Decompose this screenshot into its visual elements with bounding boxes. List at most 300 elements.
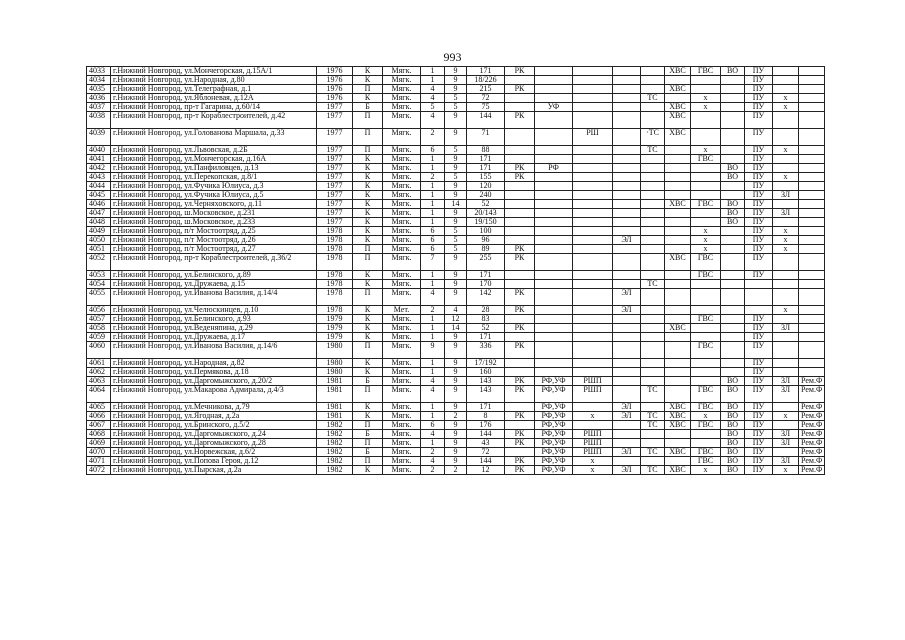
table-cell: ПУ: [745, 182, 773, 191]
table-cell: 1: [421, 200, 445, 209]
table-cell: 1979: [317, 324, 353, 333]
row-number-cell: 4035: [87, 85, 111, 94]
table-cell: Мягк.: [383, 439, 421, 448]
table-cell: 1979: [317, 333, 353, 342]
table-cell: П: [353, 112, 383, 129]
table-cell: [799, 342, 825, 359]
table-cell: РК: [505, 377, 535, 386]
table-cell: 1978: [317, 306, 353, 315]
table-cell: [505, 209, 535, 218]
table-cell: К: [353, 403, 383, 412]
table-cell: 144: [467, 112, 505, 129]
table-cell: [641, 254, 665, 271]
table-cell: [641, 227, 665, 236]
table-cell: [641, 200, 665, 209]
table-cell: [505, 403, 535, 412]
table-cell: 1982: [317, 439, 353, 448]
table-row: [87, 146, 825, 155]
table-cell: 1980: [317, 359, 353, 368]
table-cell: 1: [421, 333, 445, 342]
table-cell: 1982: [317, 421, 353, 430]
table-cell: РШ: [573, 129, 613, 146]
table-cell: 2: [421, 306, 445, 315]
table-cell: [573, 191, 613, 200]
table-cell: [641, 306, 665, 315]
table-cell: 9: [445, 112, 467, 129]
table-cell: Мягк.: [383, 209, 421, 218]
table-cell: [799, 280, 825, 289]
table-cell: ПУ: [745, 368, 773, 377]
table-cell: [641, 315, 665, 324]
table-cell: ПУ: [745, 245, 773, 254]
address-cell: г.Нижний Новгород, ул.Пырская, д.2а: [111, 466, 317, 475]
table-cell: 5: [445, 227, 467, 236]
table-cell: 43: [467, 439, 505, 448]
address-cell: г.Нижний Новгород, ул.Белинского, д.93: [111, 315, 317, 324]
table-cell: РФ: [535, 164, 573, 173]
table-cell: Мягк.: [383, 280, 421, 289]
table-cell: Рем.Ф: [799, 448, 825, 457]
table-cell: [573, 236, 613, 245]
table-cell: К: [353, 280, 383, 289]
table-cell: [799, 94, 825, 103]
table-cell: Мягк.: [383, 103, 421, 112]
address-cell: г.Нижний Новгород, ул.Попова Героя, д.12: [111, 457, 317, 466]
table-cell: [665, 191, 691, 200]
address-cell: г.Нижний Новгород, ул.Фучика Юлиуса, д.3: [111, 182, 317, 191]
table-cell: 72: [467, 448, 505, 457]
table-cell: РК: [505, 466, 535, 475]
table-cell: [613, 254, 641, 271]
table-cell: [505, 218, 535, 227]
table-cell: [613, 103, 641, 112]
address-cell: г.Нижний Новгород, ул.Мончегорская, д.16А: [111, 155, 317, 164]
table-cell: РК: [505, 245, 535, 254]
table-cell: 9: [445, 448, 467, 457]
table-cell: 1978: [317, 227, 353, 236]
table-cell: [613, 164, 641, 173]
table-cell: 6: [421, 245, 445, 254]
table-cell: ПУ: [745, 342, 773, 359]
table-row: [87, 315, 825, 324]
table-cell: 6: [421, 421, 445, 430]
table-cell: [799, 227, 825, 236]
table-cell: [573, 403, 613, 412]
table-cell: [665, 457, 691, 466]
table-cell: Мягк.: [383, 368, 421, 377]
address-cell: г.Нижний Новгород, ул.Даргомыжского, д.20/2: [111, 377, 317, 386]
table-cell: 1977: [317, 200, 353, 209]
table-cell: [535, 209, 573, 218]
table-cell: 5: [445, 146, 467, 155]
table-cell: ПУ: [745, 200, 773, 209]
table-cell: 9: [445, 377, 467, 386]
table-cell: [691, 280, 721, 289]
table-cell: 1976: [317, 94, 353, 103]
table-cell: Мягк.: [383, 342, 421, 359]
table-cell: 142: [467, 289, 505, 306]
row-number-cell: 4067: [87, 421, 111, 430]
table-cell: ХВС: [665, 448, 691, 457]
table-cell: ПУ: [745, 324, 773, 333]
table-cell: ЗЛ: [773, 324, 799, 333]
table-cell: ПУ: [745, 209, 773, 218]
table-cell: 9: [445, 155, 467, 164]
table-cell: [613, 112, 641, 129]
table-cell: 20/143: [467, 209, 505, 218]
table-cell: ЗЛ: [773, 386, 799, 403]
table-cell: 9: [445, 368, 467, 377]
table-cell: РК: [505, 289, 535, 306]
table-cell: Мягк.: [383, 430, 421, 439]
table-cell: [773, 342, 799, 359]
table-cell: [573, 315, 613, 324]
table-cell: [665, 218, 691, 227]
table-cell: 96: [467, 236, 505, 245]
table-cell: [721, 333, 745, 342]
table-cell: 336: [467, 342, 505, 359]
page-number: 993: [443, 50, 462, 64]
table-cell: [691, 306, 721, 315]
table-cell: [721, 227, 745, 236]
row-number-cell: 4061: [87, 359, 111, 368]
table-cell: [721, 85, 745, 94]
table-cell: [799, 112, 825, 129]
table-cell: Рем.Ф: [799, 386, 825, 403]
table-cell: К: [353, 191, 383, 200]
table-cell: ВО: [721, 209, 745, 218]
table-cell: 52: [467, 324, 505, 333]
table-cell: ГВС: [691, 200, 721, 209]
table-cell: [773, 200, 799, 209]
table-cell: 1: [421, 67, 445, 76]
table-cell: Мягк.: [383, 227, 421, 236]
table-cell: К: [353, 271, 383, 280]
table-cell: Б: [353, 103, 383, 112]
table-cell: ПУ: [745, 218, 773, 227]
table-row: [87, 412, 825, 421]
table-cell: [773, 403, 799, 412]
table-cell: К: [353, 155, 383, 164]
table-cell: [613, 324, 641, 333]
table-cell: х: [691, 245, 721, 254]
table-cell: Мягк.: [383, 359, 421, 368]
table-cell: К: [353, 333, 383, 342]
table-cell: ГВС: [691, 254, 721, 271]
table-cell: [535, 324, 573, 333]
table-cell: [799, 67, 825, 76]
table-cell: [505, 359, 535, 368]
table-cell: [721, 146, 745, 155]
table-cell: [535, 254, 573, 271]
table-cell: Мягк.: [383, 200, 421, 209]
table-cell: ХВС: [665, 254, 691, 271]
row-number-cell: 4043: [87, 173, 111, 182]
table-cell: 5: [445, 173, 467, 182]
table-cell: [745, 280, 773, 289]
table-cell: [641, 218, 665, 227]
table-cell: 171: [467, 403, 505, 412]
table-cell: [505, 191, 535, 200]
table-cell: 171: [467, 155, 505, 164]
row-number-cell: 4052: [87, 254, 111, 271]
row-number-cell: 4037: [87, 103, 111, 112]
table-cell: Б: [353, 377, 383, 386]
table-cell: 2: [421, 448, 445, 457]
row-number-cell: 4034: [87, 76, 111, 85]
table-cell: Мягк.: [383, 67, 421, 76]
table-cell: [641, 245, 665, 254]
table-cell: [773, 182, 799, 191]
table-cell: 9: [445, 386, 467, 403]
table-cell: [535, 218, 573, 227]
address-cell: г.Нижний Новгород, ул.Пермякова, д.18: [111, 368, 317, 377]
table-cell: [721, 76, 745, 85]
table-cell: [641, 430, 665, 439]
table-cell: П: [353, 386, 383, 403]
table-cell: ХВС: [665, 403, 691, 412]
table-cell: [799, 245, 825, 254]
table-cell: РФ,УФ: [535, 403, 573, 412]
table-cell: 52: [467, 200, 505, 209]
table-cell: [799, 315, 825, 324]
table-cell: РФ,УФ: [535, 457, 573, 466]
table-cell: 4: [421, 457, 445, 466]
table-cell: ПУ: [745, 85, 773, 94]
table-cell: П: [353, 421, 383, 430]
table-cell: х: [691, 412, 721, 421]
table-cell: 1: [421, 76, 445, 85]
table-cell: ВО: [721, 377, 745, 386]
table-cell: ТС: [641, 280, 665, 289]
table-cell: 1: [421, 155, 445, 164]
table-cell: [691, 289, 721, 306]
table-cell: [665, 306, 691, 315]
table-cell: 2: [421, 129, 445, 146]
table-cell: 1: [421, 368, 445, 377]
row-number-cell: 4040: [87, 146, 111, 155]
table-cell: [691, 377, 721, 386]
table-cell: [799, 182, 825, 191]
table-cell: К: [353, 94, 383, 103]
table-cell: ПУ: [745, 76, 773, 85]
row-number-cell: 4069: [87, 439, 111, 448]
row-number-cell: 4070: [87, 448, 111, 457]
table-cell: ЭЛ: [613, 403, 641, 412]
table-row: [87, 324, 825, 333]
table-row: [87, 333, 825, 342]
table-cell: ГВС: [691, 315, 721, 324]
table-cell: ГВС: [691, 403, 721, 412]
table-cell: [799, 359, 825, 368]
table-cell: ПУ: [745, 457, 773, 466]
table-cell: [505, 146, 535, 155]
table-cell: Мягк.: [383, 271, 421, 280]
table-row: [87, 245, 825, 254]
table-cell: [773, 112, 799, 129]
table-cell: [691, 85, 721, 94]
table-cell: ЗЛ: [773, 191, 799, 200]
table-cell: Мягк.: [383, 245, 421, 254]
table-cell: [665, 280, 691, 289]
row-number-cell: 4060: [87, 342, 111, 359]
table-cell: ХВС: [665, 421, 691, 430]
table-cell: [799, 324, 825, 333]
table-cell: [773, 271, 799, 280]
table-cell: 1: [421, 403, 445, 412]
table-cell: 1978: [317, 236, 353, 245]
table-cell: 5: [445, 236, 467, 245]
address-cell: г.Нижний Новгород, ул.Яблоневая, д.12А: [111, 94, 317, 103]
table-cell: ГВС: [691, 448, 721, 457]
table-cell: [505, 271, 535, 280]
table-cell: 1: [421, 315, 445, 324]
table-cell: 5: [421, 103, 445, 112]
table-row: [87, 218, 825, 227]
table-cell: [505, 103, 535, 112]
table-row: [87, 280, 825, 289]
table-cell: [613, 315, 641, 324]
table-cell: 1981: [317, 386, 353, 403]
table-cell: [721, 342, 745, 359]
table-cell: [613, 191, 641, 200]
table-cell: П: [353, 457, 383, 466]
table-cell: РК: [505, 112, 535, 129]
table-cell: ПУ: [745, 173, 773, 182]
table-cell: 9: [445, 67, 467, 76]
table-cell: х: [691, 94, 721, 103]
table-cell: ПУ: [745, 412, 773, 421]
table-cell: [641, 85, 665, 94]
table-cell: ЭЛ: [613, 448, 641, 457]
table-cell: 12: [467, 466, 505, 475]
table-cell: [665, 315, 691, 324]
table-row: [87, 173, 825, 182]
table-row: [87, 129, 825, 146]
table-cell: [535, 280, 573, 289]
table-cell: [691, 439, 721, 448]
row-number-cell: 4064: [87, 386, 111, 403]
table-cell: [665, 209, 691, 218]
table-cell: [721, 94, 745, 103]
table-cell: [613, 245, 641, 254]
table-cell: Мет.: [383, 306, 421, 315]
table-cell: К: [353, 315, 383, 324]
table-cell: ХВС: [665, 67, 691, 76]
row-number-cell: 4038: [87, 112, 111, 129]
table-cell: 17/192: [467, 359, 505, 368]
table-cell: [799, 333, 825, 342]
table-cell: РФ,УФ: [535, 386, 573, 403]
table-cell: 75: [467, 103, 505, 112]
table-cell: Мягк.: [383, 377, 421, 386]
table-cell: Мягк.: [383, 324, 421, 333]
table-cell: [721, 306, 745, 315]
row-number-cell: 4041: [87, 155, 111, 164]
table-cell: Рем.Ф: [799, 466, 825, 475]
table-cell: [641, 368, 665, 377]
address-cell: г.Нижний Новгород, ул.Панфиловцев, д.13: [111, 164, 317, 173]
row-number-cell: 4036: [87, 94, 111, 103]
table-cell: [573, 218, 613, 227]
table-cell: 9: [445, 209, 467, 218]
table-cell: [721, 368, 745, 377]
table-cell: Мягк.: [383, 76, 421, 85]
table-cell: 1977: [317, 164, 353, 173]
table-cell: ХВС: [665, 324, 691, 333]
table-cell: [535, 306, 573, 315]
table-cell: [613, 85, 641, 94]
table-cell: Рем.Ф: [799, 403, 825, 412]
row-number-cell: 4072: [87, 466, 111, 475]
table-cell: [613, 342, 641, 359]
table-cell: [535, 368, 573, 377]
table-cell: 1978: [317, 254, 353, 271]
table-cell: 1977: [317, 218, 353, 227]
table-cell: Мягк.: [383, 112, 421, 129]
table-cell: ПУ: [745, 67, 773, 76]
address-cell: г.Нижний Новгород, ул.Веденяпина, д.29: [111, 324, 317, 333]
table-cell: [665, 236, 691, 245]
table-cell: РШП: [573, 448, 613, 457]
table-cell: ХВС: [665, 200, 691, 209]
table-cell: [665, 342, 691, 359]
table-cell: 5: [445, 245, 467, 254]
table-cell: [505, 448, 535, 457]
table-cell: [641, 164, 665, 173]
table-cell: [613, 227, 641, 236]
table-cell: 1981: [317, 377, 353, 386]
table-cell: [665, 289, 691, 306]
table-cell: [641, 76, 665, 85]
table-cell: ЗЛ: [773, 439, 799, 448]
table-cell: 9: [445, 271, 467, 280]
table-cell: Рем.Ф: [799, 439, 825, 448]
table-cell: [573, 85, 613, 94]
table-cell: [691, 173, 721, 182]
table-cell: [573, 271, 613, 280]
table-cell: [665, 146, 691, 155]
table-cell: РШП: [573, 377, 613, 386]
table-cell: ПУ: [745, 254, 773, 271]
table-cell: ПУ: [745, 271, 773, 280]
table-cell: [535, 85, 573, 94]
table-row: [87, 94, 825, 103]
table-row: [87, 430, 825, 439]
table-cell: Мягк.: [383, 155, 421, 164]
table-cell: х: [691, 227, 721, 236]
table-cell: 1977: [317, 155, 353, 164]
table-cell: ЭЛ: [613, 412, 641, 421]
table-cell: х: [691, 236, 721, 245]
table-cell: [799, 76, 825, 85]
row-number-cell: 4033: [87, 67, 111, 76]
address-cell: г.Нижний Новгород, ул.Народная, д.82: [111, 359, 317, 368]
table-cell: К: [353, 368, 383, 377]
table-cell: Мягк.: [383, 421, 421, 430]
table-cell: РФ,УФ: [535, 421, 573, 430]
table-cell: [573, 245, 613, 254]
table-cell: ПУ: [745, 103, 773, 112]
table-cell: РК: [505, 164, 535, 173]
table-cell: 1977: [317, 112, 353, 129]
table-cell: 6: [421, 227, 445, 236]
table-cell: К: [353, 218, 383, 227]
row-number-cell: 4065: [87, 403, 111, 412]
table-cell: 6: [421, 146, 445, 155]
table-cell: х: [773, 306, 799, 315]
table-cell: 1982: [317, 457, 353, 466]
